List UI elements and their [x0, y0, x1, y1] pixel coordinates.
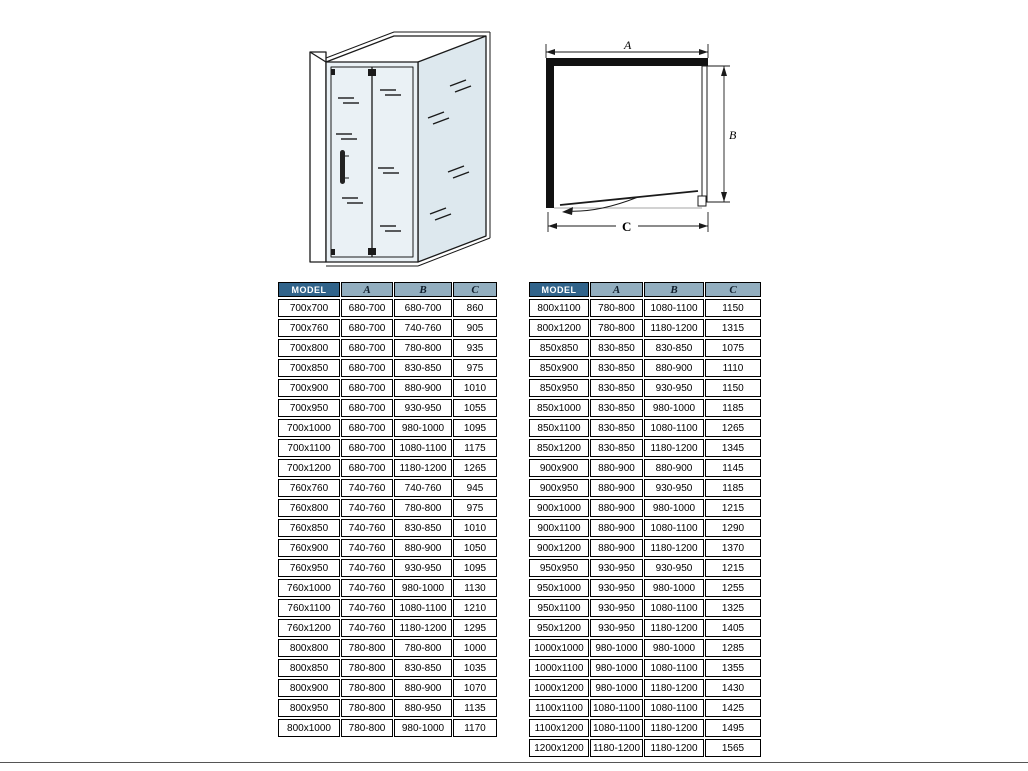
table-cell: 1080-1100 [644, 699, 704, 717]
table-cell: 1180-1200 [644, 739, 704, 757]
table-cell: 1080-1100 [590, 719, 643, 737]
table-row [278, 699, 497, 717]
table-cell: 740-760 [341, 539, 393, 557]
col-header-a: A [590, 282, 643, 297]
table-row [278, 419, 497, 437]
table-cell: 800x1100 [529, 299, 589, 317]
table-cell: 1080-1100 [394, 439, 452, 457]
table-row [278, 359, 497, 377]
table-cell: 1080-1100 [644, 519, 704, 537]
table-cell: 1215 [705, 499, 761, 517]
table-cell: 1080-1100 [644, 299, 704, 317]
table-cell: 680-700 [341, 439, 393, 457]
table-cell: 800x950 [278, 699, 340, 717]
table-cell: 700x700 [278, 299, 340, 317]
size-table-left [277, 280, 498, 739]
col-header-c: C [705, 282, 761, 297]
table-cell: 900x900 [529, 459, 589, 477]
table-cell: 980-1000 [644, 499, 704, 517]
table-row [529, 539, 761, 557]
table-cell: 980-1000 [394, 719, 452, 737]
table-cell: 880-900 [394, 379, 452, 397]
table-cell: 950x950 [529, 559, 589, 577]
table-cell: 950x1000 [529, 579, 589, 597]
table-cell: 680-700 [341, 359, 393, 377]
table-cell: 1175 [453, 439, 497, 457]
table-cell: 740-760 [341, 559, 393, 577]
table-cell: 1145 [705, 459, 761, 477]
table-cell: 945 [453, 479, 497, 497]
table-cell: 680-700 [394, 299, 452, 317]
table-cell: 880-900 [394, 539, 452, 557]
table-cell: 1180-1200 [644, 679, 704, 697]
table-cell: 900x1000 [529, 499, 589, 517]
table-cell: 980-1000 [394, 579, 452, 597]
table-row [529, 619, 761, 637]
table-cell: 800x1200 [529, 319, 589, 337]
table-cell: 1070 [453, 679, 497, 697]
table-cell: 1265 [705, 419, 761, 437]
table-cell: 1080-1100 [394, 599, 452, 617]
table-cell: 680-700 [341, 299, 393, 317]
table-cell: 830-850 [394, 659, 452, 677]
table-row [529, 459, 761, 477]
table-cell: 1080-1100 [644, 659, 704, 677]
table-cell: 880-900 [590, 499, 643, 517]
table-cell: 830-850 [644, 339, 704, 357]
table-cell: 700x900 [278, 379, 340, 397]
table-row [278, 719, 497, 737]
table-row [529, 319, 761, 337]
table-cell: 1180-1200 [590, 739, 643, 757]
col-header-b: B [394, 282, 452, 297]
table-cell: 780-800 [341, 679, 393, 697]
table-row [278, 459, 497, 477]
table-row [278, 659, 497, 677]
table-cell: 1200x1200 [529, 739, 589, 757]
table-row [278, 299, 497, 317]
table-cell: 830-850 [394, 359, 452, 377]
table-cell: 800x850 [278, 659, 340, 677]
table-cell: 980-1000 [644, 639, 704, 657]
table-cell: 1425 [705, 699, 761, 717]
table-cell: 930-950 [644, 379, 704, 397]
page-bottom-rule [0, 762, 1028, 763]
table-cell: 1000x1200 [529, 679, 589, 697]
dim-label-b: B [729, 128, 737, 142]
table-row [278, 679, 497, 697]
table-cell: 1430 [705, 679, 761, 697]
table-cell: 975 [453, 499, 497, 517]
table-header-row [278, 282, 497, 297]
enclosure-perspective-figure [252, 22, 502, 267]
table-cell: 1315 [705, 319, 761, 337]
table-row [529, 739, 761, 757]
table-cell: 980-1000 [590, 639, 643, 657]
table-cell: 700x950 [278, 399, 340, 417]
table-cell: 700x1000 [278, 419, 340, 437]
col-header-a: A [341, 282, 393, 297]
table-row [529, 419, 761, 437]
table-cell: 905 [453, 319, 497, 337]
table-cell: 1180-1200 [644, 719, 704, 737]
table-row [529, 339, 761, 357]
table-cell: 800x900 [278, 679, 340, 697]
table-cell: 760x850 [278, 519, 340, 537]
table-cell: 1075 [705, 339, 761, 357]
table-row [278, 499, 497, 517]
table-cell: 1130 [453, 579, 497, 597]
table-cell: 880-900 [590, 459, 643, 477]
table-cell: 1180-1200 [644, 619, 704, 637]
table-cell: 880-900 [590, 519, 643, 537]
table-cell: 850x1000 [529, 399, 589, 417]
table-cell: 935 [453, 339, 497, 357]
table-cell: 780-800 [341, 719, 393, 737]
table-cell: 930-950 [394, 399, 452, 417]
table-row [529, 299, 761, 317]
table-cell: 1110 [705, 359, 761, 377]
side-glass-panel [418, 36, 486, 262]
table-cell: 1215 [705, 559, 761, 577]
table-cell: 1265 [453, 459, 497, 477]
table-cell: 1285 [705, 639, 761, 657]
table-cell: 760x1000 [278, 579, 340, 597]
table-cell: 760x760 [278, 479, 340, 497]
table-cell: 930-950 [590, 559, 643, 577]
table-cell: 900x1100 [529, 519, 589, 537]
table-cell: 780-800 [590, 319, 643, 337]
table-cell: 1080-1100 [644, 599, 704, 617]
table-row [529, 379, 761, 397]
table-cell: 1150 [705, 379, 761, 397]
table-cell: 1370 [705, 539, 761, 557]
table-cell: 900x1200 [529, 539, 589, 557]
table-row [278, 319, 497, 337]
table-row [529, 359, 761, 377]
table-cell: 1080-1100 [644, 419, 704, 437]
col-header-b: B [644, 282, 704, 297]
table-cell: 880-950 [394, 699, 452, 717]
table-cell: 830-850 [590, 339, 643, 357]
table-cell: 1095 [453, 559, 497, 577]
table-cell: 680-700 [341, 419, 393, 437]
table-cell: 740-760 [394, 479, 452, 497]
table-cell: 1180-1200 [394, 459, 452, 477]
col-header-model: MODEL [278, 282, 340, 297]
table-cell: 880-900 [644, 359, 704, 377]
table-cell: 1185 [705, 399, 761, 417]
wall-strip [310, 52, 326, 262]
table-cell: 700x850 [278, 359, 340, 377]
table-cell: 800x1000 [278, 719, 340, 737]
table-row [529, 439, 761, 457]
table-cell: 850x1100 [529, 419, 589, 437]
table-cell: 680-700 [341, 379, 393, 397]
table-cell: 780-800 [341, 639, 393, 657]
dimension-b [707, 66, 730, 202]
table-cell: 830-850 [590, 439, 643, 457]
table-cell: 740-760 [341, 619, 393, 637]
table-cell: 930-950 [644, 559, 704, 577]
table-row [278, 579, 497, 597]
table-cell: 950x1200 [529, 619, 589, 637]
table-cell: 1180-1200 [644, 439, 704, 457]
door-swing-arc [562, 197, 638, 215]
table-row [529, 399, 761, 417]
table-cell: 1180-1200 [644, 319, 704, 337]
left-wall [546, 58, 554, 208]
col-header-model: MODEL [529, 282, 589, 297]
table-cell: 830-850 [590, 379, 643, 397]
table-row [529, 499, 761, 517]
table-cell: 980-1000 [590, 659, 643, 677]
table-cell: 700x1100 [278, 439, 340, 457]
table-cell: 830-850 [394, 519, 452, 537]
table-cell: 680-700 [341, 459, 393, 477]
table-cell: 800x800 [278, 639, 340, 657]
table-cell: 1000x1100 [529, 659, 589, 677]
table-row [529, 559, 761, 577]
table-cell: 1255 [705, 579, 761, 597]
table-cell: 1135 [453, 699, 497, 717]
table-cell: 700x760 [278, 319, 340, 337]
table-row [278, 399, 497, 417]
table-cell: 1180-1200 [644, 539, 704, 557]
table-cell: 1050 [453, 539, 497, 557]
table-cell: 1080-1100 [590, 699, 643, 717]
table-cell: 1095 [453, 419, 497, 437]
table-cell: 930-950 [590, 619, 643, 637]
table-cell: 830-850 [590, 419, 643, 437]
table-cell: 1325 [705, 599, 761, 617]
table-row [529, 479, 761, 497]
table-cell: 900x950 [529, 479, 589, 497]
table-cell: 1100x1200 [529, 719, 589, 737]
table-cell: 1210 [453, 599, 497, 617]
table-cell: 1010 [453, 519, 497, 537]
table-row [278, 379, 497, 397]
table-cell: 1055 [453, 399, 497, 417]
table-cell: 860 [453, 299, 497, 317]
side-panel-plan [702, 66, 707, 202]
table-cell: 980-1000 [590, 679, 643, 697]
table-row [278, 619, 497, 637]
table-cell: 930-950 [644, 479, 704, 497]
table-row [278, 519, 497, 537]
table-cell: 1405 [705, 619, 761, 637]
table-cell: 1495 [705, 719, 761, 737]
top-wall [546, 58, 708, 66]
table-row [278, 339, 497, 357]
table-row [529, 719, 761, 737]
table-cell: 1170 [453, 719, 497, 737]
table-cell: 980-1000 [394, 419, 452, 437]
table-cell: 760x800 [278, 499, 340, 517]
table-cell: 740-760 [341, 519, 393, 537]
table-cell: 760x1100 [278, 599, 340, 617]
table-cell: 680-700 [341, 339, 393, 357]
table-cell: 780-800 [394, 639, 452, 657]
table-cell: 1185 [705, 479, 761, 497]
table-cell: 975 [453, 359, 497, 377]
table-cell: 780-800 [341, 659, 393, 677]
table-row [278, 539, 497, 557]
table-cell: 850x900 [529, 359, 589, 377]
dim-label-c: C [622, 219, 632, 234]
table-cell: 740-760 [341, 479, 393, 497]
table-cell: 780-800 [394, 499, 452, 517]
table-cell: 1035 [453, 659, 497, 677]
table-cell: 950x1100 [529, 599, 589, 617]
table-cell: 880-900 [590, 539, 643, 557]
table-cell: 980-1000 [644, 399, 704, 417]
table-cell: 930-950 [590, 579, 643, 597]
top-view-figure [538, 40, 750, 242]
size-table-right [528, 280, 762, 759]
table-cell: 740-760 [394, 319, 452, 337]
table-cell: 680-700 [341, 319, 393, 337]
table-row [278, 639, 497, 657]
table-cell: 1295 [453, 619, 497, 637]
table-row [278, 599, 497, 617]
table-cell: 740-760 [341, 499, 393, 517]
table-cell: 1565 [705, 739, 761, 757]
table-row [278, 559, 497, 577]
table-row [529, 599, 761, 617]
table-header-row [529, 282, 761, 297]
table-row [529, 639, 761, 657]
table-cell: 780-800 [341, 699, 393, 717]
table-cell: 780-800 [394, 339, 452, 357]
table-row [278, 439, 497, 457]
table-row [529, 659, 761, 677]
table-cell: 740-760 [341, 599, 393, 617]
table-cell: 1000x1000 [529, 639, 589, 657]
table-cell: 1290 [705, 519, 761, 537]
table-cell: 930-950 [590, 599, 643, 617]
table-cell: 1345 [705, 439, 761, 457]
table-cell: 700x800 [278, 339, 340, 357]
table-cell: 850x850 [529, 339, 589, 357]
door-plan-line [560, 191, 698, 205]
table-row [278, 479, 497, 497]
table-cell: 760x1200 [278, 619, 340, 637]
col-header-c: C [453, 282, 497, 297]
table-cell: 680-700 [341, 399, 393, 417]
pivot-post [698, 196, 706, 206]
table-cell: 760x900 [278, 539, 340, 557]
table-row [529, 679, 761, 697]
table-cell: 830-850 [590, 359, 643, 377]
table-row [529, 519, 761, 537]
table-cell: 980-1000 [644, 579, 704, 597]
table-cell: 930-950 [394, 559, 452, 577]
table-cell: 830-850 [590, 399, 643, 417]
table-cell: 850x950 [529, 379, 589, 397]
table-row [529, 579, 761, 597]
table-cell: 1000 [453, 639, 497, 657]
table-cell: 780-800 [590, 299, 643, 317]
table-row [529, 699, 761, 717]
table-cell: 1355 [705, 659, 761, 677]
table-cell: 1010 [453, 379, 497, 397]
table-cell: 700x1200 [278, 459, 340, 477]
table-cell: 1150 [705, 299, 761, 317]
table-cell: 740-760 [341, 579, 393, 597]
table-cell: 880-900 [644, 459, 704, 477]
dim-label-a: A [624, 40, 632, 52]
table-cell: 1100x1100 [529, 699, 589, 717]
table-cell: 880-900 [590, 479, 643, 497]
table-cell: 1180-1200 [394, 619, 452, 637]
table-cell: 880-900 [394, 679, 452, 697]
table-cell: 760x950 [278, 559, 340, 577]
table-cell: 850x1200 [529, 439, 589, 457]
